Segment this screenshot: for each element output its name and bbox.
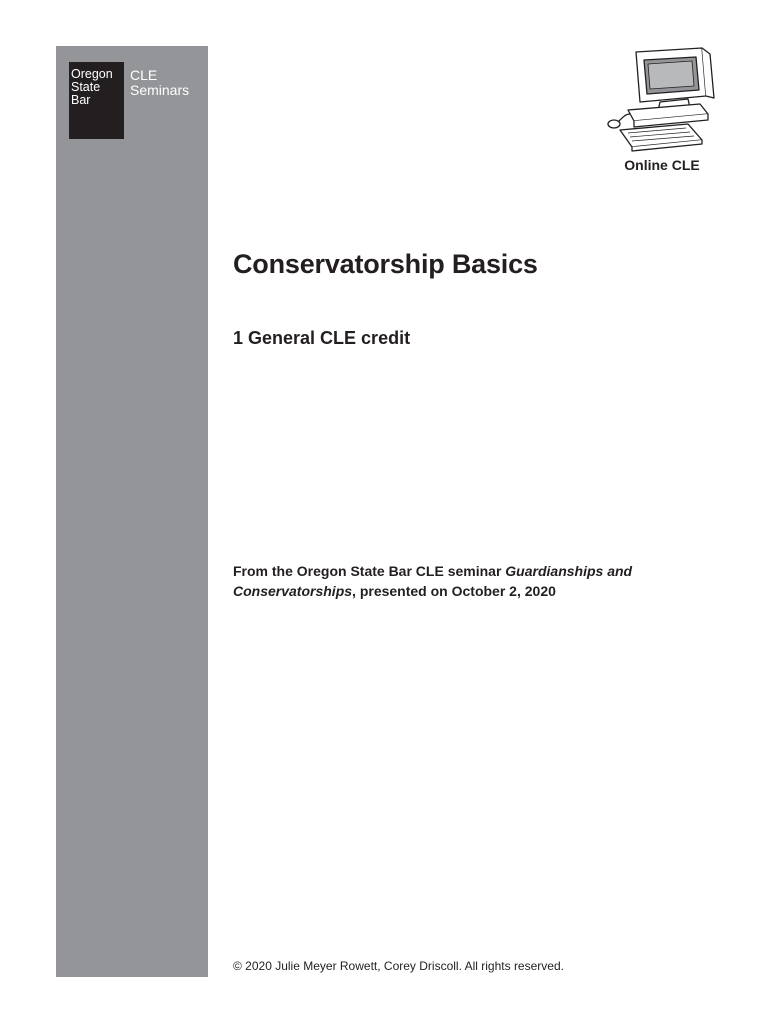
- logo-program-line: CLE: [130, 67, 158, 83]
- credit-line: 1 General CLE credit: [233, 328, 411, 348]
- logo-org-line: State: [71, 80, 101, 94]
- copyright-notice: © 2020 Julie Meyer Rowett, Corey Driscoll. All rights reserved.: [233, 959, 564, 973]
- source-statement: [233, 561, 693, 601]
- source-prefix: From the Oregon State Bar CLE seminar: [233, 563, 506, 579]
- logo-org-name: [71, 68, 131, 107]
- source-suffix: , presented on October 2, 2020: [352, 583, 556, 599]
- logo-org-line: Oregon: [71, 67, 113, 81]
- logo-org-line: Bar: [71, 93, 91, 107]
- logo-program-line: Seminars: [130, 82, 190, 98]
- seminar-name: Guardianships and Conservatorships: [233, 563, 633, 599]
- logo-program-name: [130, 68, 189, 98]
- osb-logo: [69, 62, 124, 139]
- sidebar-band: [56, 46, 208, 977]
- online-cle-label: Online CLE: [624, 157, 700, 173]
- document-title: Conservatorship Basics: [233, 249, 538, 279]
- computer-icon: [606, 44, 716, 156]
